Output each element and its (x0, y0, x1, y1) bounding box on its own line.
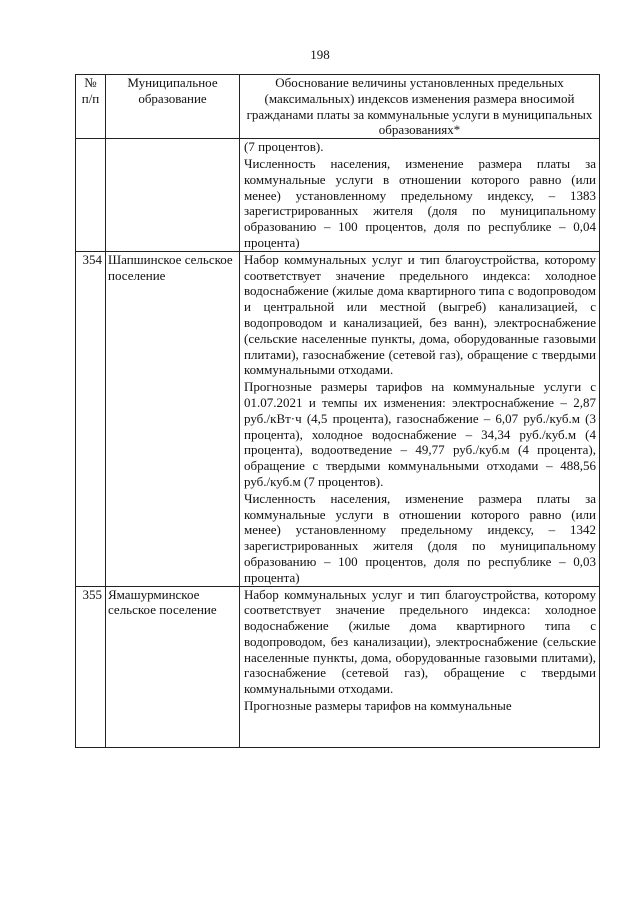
table-row (76, 586, 600, 747)
header-municipality: Муниципальное образование (106, 75, 240, 139)
justification-paragraph: Прогнозные размеры тарифов на коммунальные услуги с 01.07.2021 и темпы их изменения: электроснабжение – 2,87 руб./кВт·ч (4,5 процента), газоснабжение – 6,07 руб./куб.м (3 процента), холодное водоснабжение – 34,34 руб./куб.м (4 процента), водоотведение – 49,77 руб./куб.м (4 процента), обращение с твердыми коммунальными отходами – 488,56 руб./куб.м (7 процентов). (244, 379, 596, 489)
row-municipality (106, 139, 240, 252)
justification-paragraph: Набор коммунальных услуг и тип благоустройства, которому соответствует значение предельного индекса: холодное водоснабжение (жилые дома квартирного типа с водопроводом, без канализации), электроснабжение (сельские населенные пункты, дома, оборудованные газовыми плитами), газоснабжение (сетевой газ), обращение с твердыми коммунальными отходами. (244, 586, 596, 697)
table-row (76, 251, 600, 586)
header-num: № п/п (76, 75, 106, 139)
justification-paragraph: Численность населения, изменение размера платы за коммунальные услуги в отношении которого равно (или менее) установленному предельному индексу, – 1383 зарегистрированных жителя (доля по муниципальному образованию – 100 процентов, доля по республике – 0,04 процента) (244, 155, 596, 250)
row-justification (240, 251, 600, 586)
row-number: 355 (76, 586, 106, 747)
page-number: 198 (310, 47, 330, 62)
table-header-row (76, 75, 600, 139)
justification-paragraph: Численность населения, изменение размера платы за коммунальные услуги в отношении которого равно (или менее) установленному предельному индексу, – 1342 зарегистрированных жителя (доля по муниципальному образованию – 100 процентов, доля по республике – 0,03 процента) (244, 490, 596, 585)
table-row (76, 139, 600, 252)
justification-paragraph: Прогнозные размеры тарифов на коммунальные (244, 698, 512, 714)
row-municipality: Шапшинское сельское поселение (106, 251, 240, 586)
tariff-justification-table (75, 74, 600, 748)
row-municipality: Ямашурминское сельское поселение (106, 586, 240, 747)
row-justification (240, 139, 600, 252)
row-number: 354 (76, 251, 106, 586)
row-justification (240, 586, 600, 747)
row-number (76, 139, 106, 252)
header-justification: Обоснование величины установленных предельных (максимальных) индексов изменения размера вносимой гражданами платы за коммунальные услуги в муниципальных образованиях* (240, 75, 600, 139)
justification-paragraph: (7 процентов). (244, 139, 324, 155)
justification-paragraph: Набор коммунальных услуг и тип благоустройства, которому соответствует значение предельного индекса: холодное водоснабжение (жилые дома квартирного типа с водопроводом и центральной или местной (выгреб) канализацией, с водопроводом и канализацией, без ванн), электроснабжение (сельские населенные пункты, дома, оборудованные газовыми плитами), газоснабжение (сетевой газ), обращение с твердыми коммунальными отходами. (244, 251, 596, 378)
